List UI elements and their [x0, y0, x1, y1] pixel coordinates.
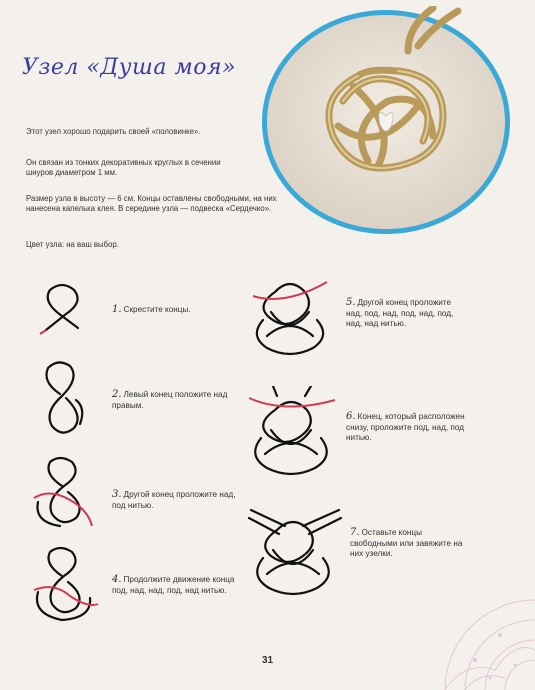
step-3-diagram	[30, 452, 102, 532]
step-2-diagram	[30, 356, 100, 442]
step-3-number: 3.	[112, 489, 122, 500]
step-7-diagram	[245, 500, 345, 600]
step-5-text	[346, 298, 466, 330]
step-6-instruction: Конец, который расположен снизу, проложите под, над, под нитью.	[346, 412, 465, 442]
step-2-instruction: Левый конец положите над правым.	[112, 390, 228, 410]
decorative-pattern	[405, 560, 535, 690]
step-3-text	[112, 490, 237, 511]
step-1-instruction: Скрестите концы.	[123, 305, 191, 314]
step-6-number: 6.	[346, 411, 356, 422]
step-5-diagram	[245, 276, 335, 360]
step-2-text	[112, 390, 237, 411]
knot-photo	[258, 6, 514, 238]
step-1-text	[112, 305, 222, 316]
step-6-diagram	[245, 386, 340, 478]
step-5-instruction: Другой конец проложите над, под, над, под, над, под, над, над нитью.	[346, 298, 454, 328]
step-4-text	[112, 575, 237, 596]
intro-paragraph-1: Этот узел хорошо подарить своей «половинке».	[26, 127, 201, 136]
step-6-text	[346, 412, 466, 444]
step-7-text	[350, 528, 465, 560]
step-1-number: 1.	[112, 304, 122, 315]
step-4-diagram	[28, 542, 104, 624]
step-7-instruction: Оставьте концы свободными или завяжите на них узелки.	[350, 528, 463, 558]
step-3-instruction: Другой конец проложите над, под нитью.	[112, 490, 236, 510]
page-number: 31	[261, 655, 274, 666]
intro-paragraph-4: Цвет узла: на ваш выбор.	[26, 240, 119, 249]
page-title: Узел «Душа моя»	[22, 55, 236, 80]
intro-paragraph-3: Размер узла в высоту — 6 см. Концы оставлены свободными, на них нанесена капелька клея. В середине узла — подвеска «Сердечко».	[26, 194, 277, 213]
step-4-number: 4.	[112, 574, 122, 585]
step-1-diagram	[32, 282, 102, 344]
step-7-number: 7.	[350, 527, 360, 538]
step-2-number: 2.	[112, 389, 122, 400]
step-4-instruction: Продолжите движение конца под, над, над, под, над нитью.	[112, 575, 235, 595]
step-5-number: 5.	[346, 297, 356, 308]
intro-paragraph-2: Он связан из тонких декоративных круглых в сечении шнуров диаметром 1 мм.	[26, 158, 221, 177]
